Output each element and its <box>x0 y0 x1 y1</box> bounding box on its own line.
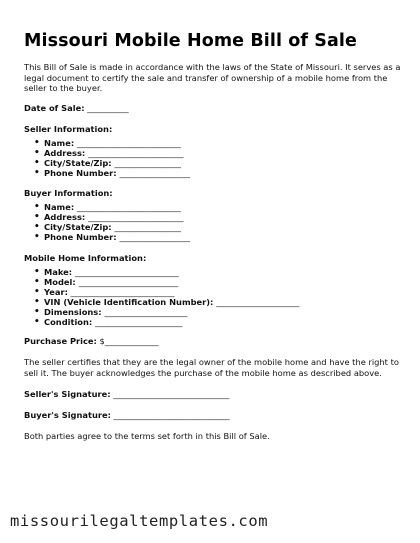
buyer-phone-item <box>34 233 404 243</box>
seller-phone-item <box>34 169 404 179</box>
buyer-name-blank: _________________________ <box>77 202 181 213</box>
purchase-price-blank: $_____________ <box>99 336 159 347</box>
document-title: Missouri Mobile Home Bill of Sale <box>24 31 357 51</box>
buyer-phone-label: Phone Number: <box>44 232 117 243</box>
make-blank: _________________________ <box>75 267 179 278</box>
year-label: Year: <box>44 286 68 297</box>
purchase-price-field <box>24 336 404 347</box>
certification-paragraph: The seller certifies that they are the legal owner of the mobile home and have the right to sell it. The buyer acknowledges the purchase of the mobile home as described above. <box>24 357 399 379</box>
seller-section-heading: Seller Information: <box>24 123 113 134</box>
seller-list <box>24 139 404 179</box>
seller-address-label: Address: <box>44 147 86 158</box>
buyer-city-blank: ________________ <box>114 222 181 233</box>
date-of-sale-label: Date of Sale: <box>24 102 85 113</box>
buyer-signature-label: Buyer's Signature: <box>24 409 111 420</box>
seller-signature-field <box>24 389 404 400</box>
buyer-name-label: Name: <box>44 202 75 213</box>
seller-phone-label: Phone Number: <box>44 167 117 178</box>
model-blank: ________________________ <box>78 276 179 287</box>
model-label: Model: <box>44 276 76 287</box>
date-of-sale-blank: __________ <box>87 102 129 113</box>
buyer-signature-blank: ____________________________ <box>113 409 230 420</box>
footer-website: missourilegaltemplates.com <box>10 512 269 530</box>
buyer-address-blank: _______________________ <box>88 212 184 223</box>
buyer-city-label: City/State/Zip: <box>44 222 112 233</box>
seller-name-label: Name: <box>44 137 75 148</box>
seller-phone-blank: _________________ <box>119 167 191 178</box>
make-label: Make: <box>44 267 73 278</box>
condition-blank: _____________________ <box>95 316 183 327</box>
buyer-list <box>24 203 404 243</box>
buyer-signature-field <box>24 410 404 421</box>
mobile-home-section-heading: Mobile Home Information: <box>24 253 147 264</box>
purchase-price-label: Purchase Price: <box>24 336 97 347</box>
seller-address-blank: _______________________ <box>88 147 184 158</box>
year-blank: _________________________ <box>70 286 175 297</box>
document-page <box>24 30 404 441</box>
agreement-paragraph: Both parties agree to the terms set forth in this Bill of Sale. <box>24 430 270 441</box>
seller-name-blank: _________________________ <box>77 137 181 148</box>
buyer-address-label: Address: <box>44 212 86 223</box>
seller-city-blank: ________________ <box>114 157 181 168</box>
seller-city-label: City/State/Zip: <box>44 157 112 168</box>
buyer-phone-blank: _________________ <box>119 232 191 243</box>
seller-signature-blank: ____________________________ <box>113 388 230 399</box>
condition-label: Condition: <box>44 316 93 327</box>
dimensions-blank: ____________________ <box>104 306 188 317</box>
intro-paragraph: This Bill of Sale is made in accordance with the laws of the State of Missouri. It serves as a legal document to certify the sale and transfer of ownership of a mobile home from the seller to the buyer. <box>24 62 401 94</box>
seller-signature-label: Seller's Signature: <box>24 388 111 399</box>
mobile-home-list <box>24 268 404 327</box>
condition-item <box>34 318 404 328</box>
vin-label: VIN (Vehicle Identification Number): <box>44 296 214 307</box>
date-of-sale-field <box>24 103 404 114</box>
buyer-section-heading: Buyer Information: <box>24 188 113 199</box>
dimensions-label: Dimensions: <box>44 306 102 317</box>
vin-blank: ____________________ <box>216 296 300 307</box>
